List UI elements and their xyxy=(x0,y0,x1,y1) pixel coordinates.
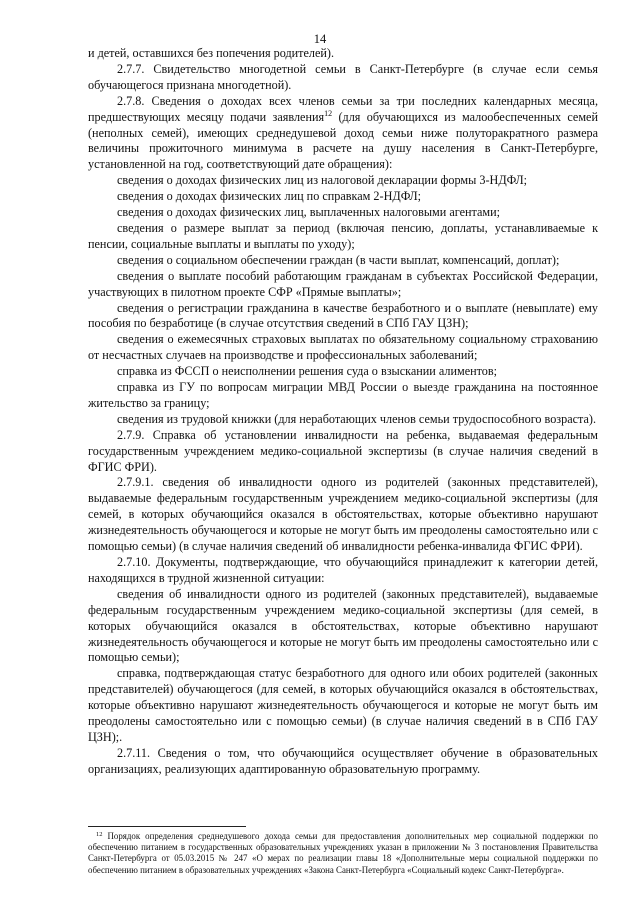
paragraph-2-7-9: 2.7.9. Справка об установлении инвалидности на ребенка, выдаваемая федеральным государственным учреждением медико-социальной экспертизы (в случае наличия сведений в ФГИС ФРИ). xyxy=(88,427,598,474)
paragraph-2-7-7: 2.7.7. Свидетельство многодетной семьи в Санкт-Петербурге (в случае если семья обучающегося признана многодетной). xyxy=(88,61,598,92)
page-number: 14 xyxy=(313,32,327,46)
list-item-direct-payments: сведения о выплате пособий работающим гражданам в субъектах Российской Федерации, участвующих в пилотном проекте СФР «Прямые выплаты»; xyxy=(88,268,598,299)
paragraph-2-7-11: 2.7.11. Сведения о том, что обучающийся осуществляет обучение в образовательных организациях, реализующих адаптированную образовательную программу. xyxy=(88,745,598,776)
list-item-fssp: справка из ФССП о неисполнении решения суда о взыскании алиментов; xyxy=(117,364,498,379)
list-item-work-book: сведения из трудовой книжки (для неработающих членов семьи трудоспособного возраста). xyxy=(117,411,597,426)
list-item-payments-period: сведения о размере выплат за период (включая пенсию, доплаты, устанавливаемые к пенсии, социальные выплаты и выплаты по уходу); xyxy=(88,220,598,251)
list-item-unemployment: сведения о регистрации гражданина в качестве безработного и о выплате (невыплате) ему пособия по безработице (в случае отсутствия сведений в СПб ГАУ ЦЗН); xyxy=(88,300,598,331)
list-item-insurance-payments: сведения о ежемесячных страховых выплатах по обязательному социальному страхованию от несчастных случаев на производстве и профессиональных заболеваний; xyxy=(88,332,598,363)
paragraph-2-7-8-lead: 2.7.8. Сведения о доходах всех членов семьи за три последних календарных месяца, предшествующих месяцу подачи заявления xyxy=(88,93,598,124)
paragraph-2-7-9-1: 2.7.9.1. сведения об инвалидности одного из родителей (законных представителей), выдаваемые федеральным государственным учреждением медико-социальной экспертизы (для семей, в которых обучающийся оказался в обстоятельствах, которые объективно нарушают жизнедеятельность обучающегося и которые не могут быть им преодолены самостоятельно или с помощью семьи) (в случае наличия сведений об инвалидности ребенка-инвалида ФГИС ФРИ). xyxy=(88,475,598,554)
list-item-social-security: сведения о социальном обеспечении граждан (в части выплат, компенсаций, доплат); xyxy=(117,252,560,267)
paragraph-2-7-8-rest: (для обучающихся из малообеспеченных семей (неполных семей), имеющих среднедушевой доход семьи ниже полуторакратного размера величины прожиточного минимума в расчете на душу населения в Санкт-Петербурге, установленной на год, соответствующий дате обращения): xyxy=(88,109,598,172)
list-item-income-tax-agents: сведения о доходах физических лиц, выплаченных налоговыми агентами; xyxy=(117,205,501,220)
list-item-income-2ndfl: сведения о доходах физических лиц по справкам 2-НДФЛ; xyxy=(117,189,422,204)
list-item-parent-disability: сведения об инвалидности одного из родителей (законных представителей), выдаваемые федеральным государственным учреждением медико-социальной экспертизы (для семей, в которых обучающийся оказался в обстоятельствах, которые объективно нарушают жизнедеятельность обучающегося и которые не могут быть им преодолены самостоятельно или с помощью семьи); xyxy=(88,586,598,665)
list-item-migration: справка из ГУ по вопросам миграции МВД России о выезде гражданина на постоянное жительство за границу; xyxy=(88,380,598,410)
paragraph-2-7-10: 2.7.10. Документы, подтверждающие, что обучающийся принадлежит к категории детей, находящихся в трудной жизненной ситуации: xyxy=(88,555,598,585)
paragraph-continuation: и детей, оставшихся без попечения родителей). xyxy=(88,46,335,60)
paragraph-2-7-8 xyxy=(88,94,598,174)
footnote-reference[interactable]: 12 xyxy=(324,108,333,118)
footnote-separator xyxy=(88,826,246,827)
document-body xyxy=(88,46,598,778)
list-item-income-3ndfl: сведения о доходах физических лиц из налоговой декларации формы 3-НДФЛ; xyxy=(117,173,528,188)
list-item-unemployed-status: справка, подтверждающая статус безработного для одного или обоих родителей (законных представителей) обучающегося (для семей, в которых обучающийся оказался в обстоятельствах, которые объективно нарушают жизнедеятельность обучающегося и которые не могут быть им преодолены самостоятельно или с помощью семьи) (в случае наличия сведений в в СПб ГАУ ЦЗН);. xyxy=(88,666,598,744)
footnote-text: Порядок определения среднедушевого дохода семьи для предоставления дополнительных мер социальной поддержки по обеспечению питанием в государственных образовательных учреждениях указан в приложении № 3 постановления Правительства Санкт-Петербурга от 05.03.2015 № 247 «О мерах по реализации главы 18 «Дополнительные меры социальной поддержки по обеспечению питанием в образовательных учреждениях «Закона Санкт-Петербурга «Социальный кодекс Санкт-Петербурга». xyxy=(88,831,598,875)
footnote xyxy=(88,831,598,876)
footnote-mark: 12 xyxy=(96,831,103,838)
